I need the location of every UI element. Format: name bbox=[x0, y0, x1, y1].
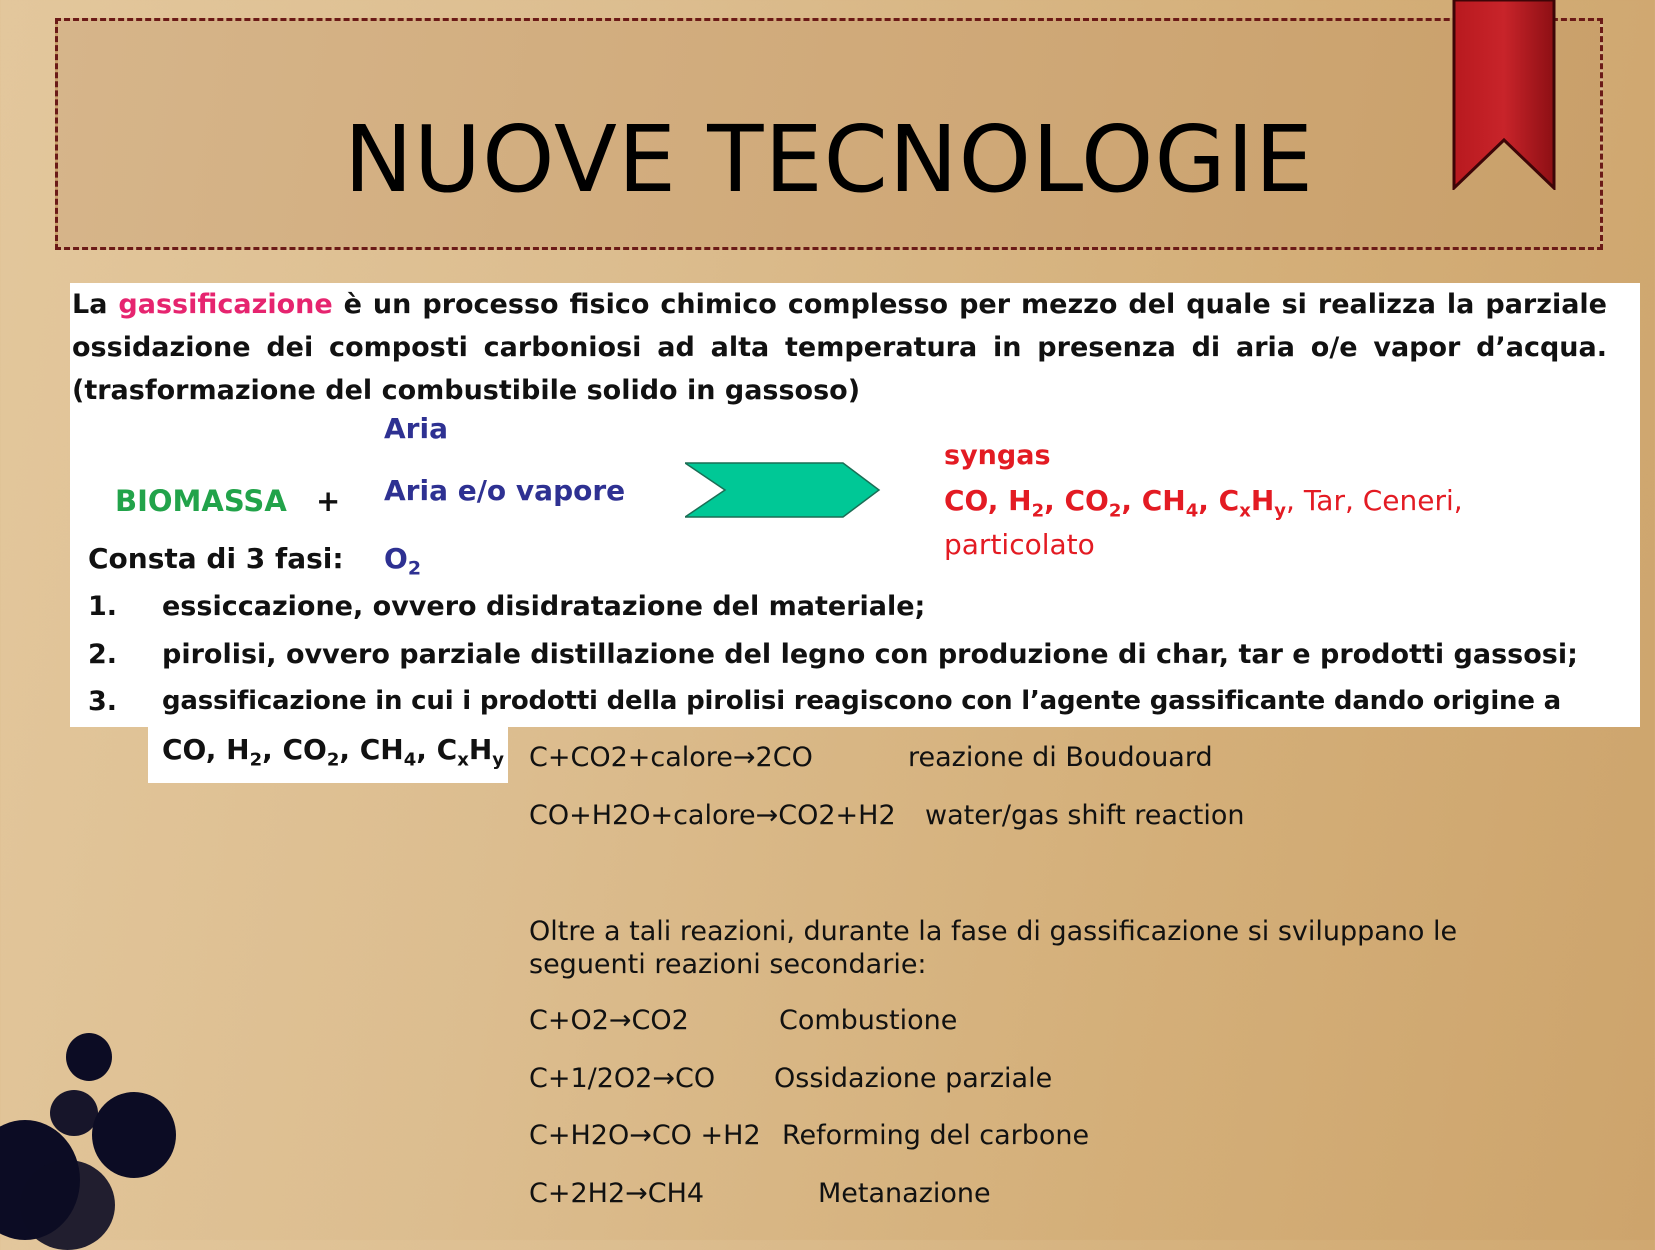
reaction-formula: C+O2→CO2 bbox=[529, 1005, 689, 1036]
phase-number: 2. bbox=[88, 639, 118, 670]
syngas-composition: CO, $H_2$, $CO_2$, $CH_4$, $C_xH_y$, Tar, Ceneri, bbox=[944, 484, 1463, 522]
reaction-name: Metanazione bbox=[818, 1178, 991, 1209]
phase-text: gassificazione in cui i prodotti della pirolisi reagiscono con l’agente gassificante dando origine a bbox=[162, 686, 1561, 716]
biomass-label: BIOMASSA bbox=[115, 484, 287, 518]
title-box bbox=[55, 18, 1603, 250]
reaction-arrow-icon bbox=[685, 462, 881, 518]
reaction-formula: C+1/2O2→CO bbox=[529, 1063, 716, 1094]
phase-number: 1. bbox=[88, 591, 118, 622]
phase-products: CO, $H_2$, $CO_2$, $CH_4$, $C_xH_y$ bbox=[162, 733, 505, 771]
syngas-particolato: particolato bbox=[944, 528, 1095, 561]
intro-lead: La bbox=[72, 289, 108, 320]
reaction-formula: C+CO2+calore→2CO bbox=[529, 742, 813, 773]
phases-heading: Consta di 3 fasi: bbox=[88, 542, 344, 575]
bookmark-ribbon-icon bbox=[1452, 0, 1556, 190]
agent-aria: Aria bbox=[384, 412, 448, 445]
intro-highlight: gassificazione bbox=[118, 289, 333, 320]
syngas-title: syngas bbox=[944, 440, 1051, 471]
plus-sign: + bbox=[316, 484, 341, 518]
intro-rest: è un processo fisico chimico complesso per mezzo del quale si realizza la parziale ossidazione dei composti carboniosi ad alta temperatura in presenza di aria o/e vapor d’acqua. (trasformazione del combustibile solido in gassoso) bbox=[72, 289, 1607, 406]
reaction-name: reazione di Boudouard bbox=[908, 742, 1213, 773]
phase-number: 3. bbox=[88, 686, 118, 717]
phase-text: pirolisi, ovvero parziale distillazione del legno con produzione di char, tar e prodotti gassosi; bbox=[162, 639, 1578, 670]
reaction-formula: CO+H2O+calore→CO2+H2 bbox=[529, 800, 896, 831]
reaction-name: Ossidazione parziale bbox=[774, 1063, 1053, 1094]
reaction-name: Reforming del carbone bbox=[782, 1120, 1090, 1151]
reaction-name: Combustione bbox=[779, 1005, 958, 1036]
reaction-name: water/gas shift reaction bbox=[925, 800, 1245, 831]
intro-paragraph bbox=[72, 283, 1607, 412]
page-title: NUOVE TECNOLOGIE bbox=[343, 106, 1314, 213]
secondary-intro: Oltre a tali reazioni, durante la fase di gassificazione si sviluppano le seguenti reazioni secondarie: bbox=[529, 916, 1458, 980]
reaction-formula: C+H2O→CO +H2 bbox=[529, 1120, 761, 1151]
agent-o2: $O_2$ bbox=[384, 542, 422, 580]
phase-text: essiccazione, ovvero disidratazione del materiale; bbox=[162, 591, 926, 622]
agent-aria-vapore: Aria e/o vapore bbox=[384, 474, 626, 507]
reaction-formula: C+2H2→CH4 bbox=[529, 1178, 705, 1209]
